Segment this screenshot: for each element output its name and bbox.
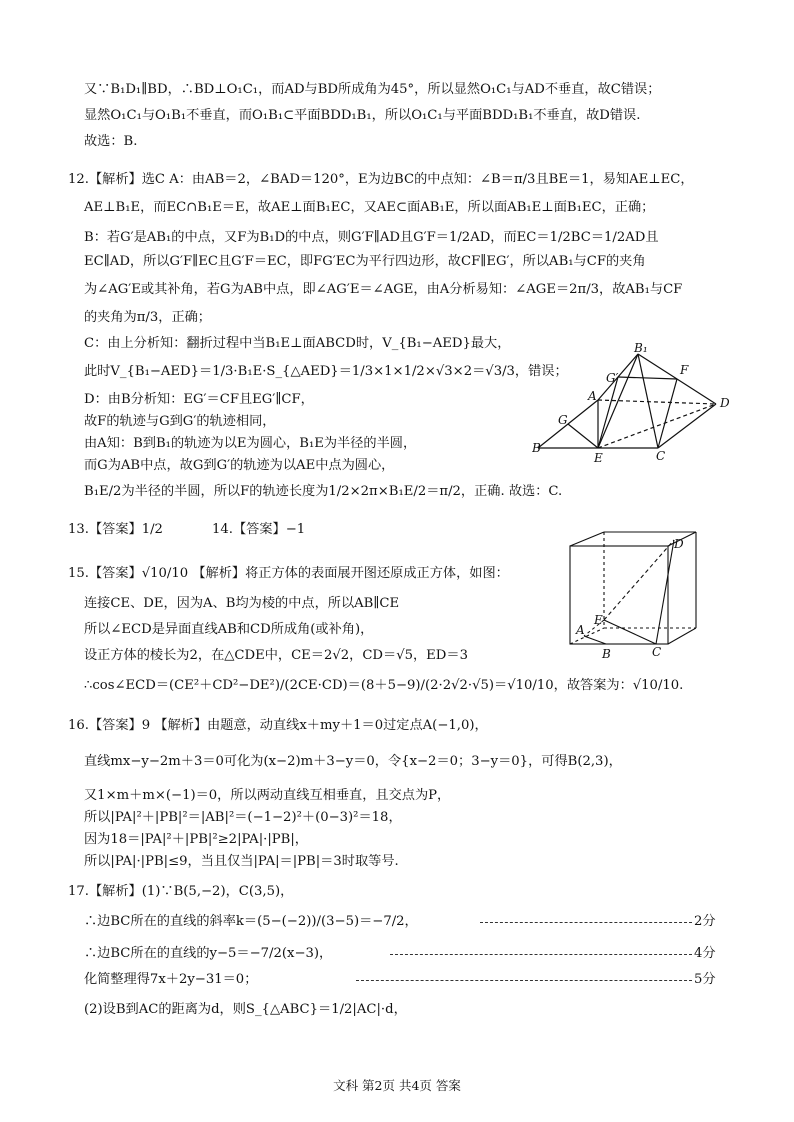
- q12-line: 为∠AG′E或其补角，若G为AB中点，即∠AG′E＝∠AGE，由A分析易知：∠AGE＝2π/3，故AB₁与CF: [84, 282, 683, 297]
- text-line: 显然O₁C₁与O₁B₁不垂直，而O₁B₁⊂平面BDD₁B₁，所以O₁C₁与平面BDD₁B₁不垂直，故D错误.: [84, 108, 641, 123]
- segment-ED: [604, 540, 674, 620]
- q12-line: D：由B分析知：EG′＝CF且EG′∥CF，: [84, 392, 314, 407]
- label-B1: B₁: [634, 342, 648, 355]
- score-mark: 5分: [694, 972, 716, 987]
- score-mark: 2分: [694, 914, 716, 929]
- edge-GE: [568, 424, 598, 448]
- q12-line: 而G为AB中点，故G到G′的轨迹为以AE中点为圆心，: [84, 458, 395, 473]
- q12-line: 的夹角为π/3，正确；: [84, 310, 211, 325]
- edge-B1E: [598, 354, 638, 448]
- q15-line: ∴cos∠ECD＝(CE²＋CD²−DE²)/(2CE·CD)＝(8＋5−9)/(2·2√2·√5)＝√10/10，故答案为：√10/10.: [84, 678, 684, 693]
- label-E: E: [594, 451, 603, 462]
- edge-AD-dashed: [598, 400, 716, 404]
- q16-line: 所以|PA|²＋|PB|²＝|AB|²＝(−1−2)²＋(0−3)²＝18，: [84, 810, 402, 825]
- q12-line: C：由上分析知：翻折过程中当B₁E⊥面ABCD时，V_{B₁−AED}最大，: [84, 336, 511, 351]
- score-leader: [390, 954, 692, 955]
- text-line: 故选：B.: [84, 134, 138, 149]
- cube-front-face: [570, 546, 668, 644]
- q16-line: 又1×m＋m×(−1)＝0，所以两动直线互相垂直，且交点为P，: [84, 788, 451, 803]
- q12-line: 由A知：B到B₁的轨迹为以E为圆心，B₁E为半径的半圆，: [84, 436, 417, 451]
- label-D: D: [720, 396, 730, 410]
- score-leader: [480, 922, 692, 923]
- q17-line: ∴边BC所在的直线的斜率k＝(5−(−2))/(3−5)＝−7/2，: [84, 914, 418, 929]
- label-D: D: [674, 537, 684, 551]
- score-mark: 4分: [694, 946, 716, 961]
- score-leader: [356, 980, 692, 981]
- q16-line: 直线mx−y−2m＋3＝0可化为(x−2)m＋3−y＝0，令{x−2＝0；3−y＝0}，可得B(2,3)，: [84, 754, 622, 769]
- cube-figure: [560, 528, 710, 668]
- q14-answer: 14.【答案】−1: [212, 522, 306, 537]
- label-B: B: [602, 647, 611, 661]
- folded-quadrilateral-figure: [532, 342, 752, 462]
- q17-line: ∴边BC所在的直线的y−5＝−7/2(x−3)，: [84, 946, 333, 961]
- q12-line: 故F的轨迹与G到G′的轨迹相同，: [84, 414, 276, 429]
- label-B: B: [532, 441, 541, 455]
- label-E: E: [594, 613, 603, 627]
- q12-line: 此时V_{B₁−AED}＝1/3·B₁E·S_{△AED}＝1/3×1×1/2×√3×2＝√3/3，错误；: [84, 364, 568, 379]
- q12-line: EC∥AD，所以G′F∥EC且G′F＝EC，即FG′EC为平行四边形，故CF∥EG′，所以AB₁与CF的夹角: [84, 254, 646, 269]
- q15-line: 设正方体的棱长为2，在△CDE中，CE＝2√2，CD＝√5，ED＝3: [84, 648, 468, 663]
- label-G-prime: G′: [606, 371, 619, 385]
- q17-line: 17.【解析】(1)∵B(5,−2)，C(3,5)，: [68, 884, 294, 899]
- segment-AB: [584, 636, 606, 644]
- text-line: 又∵B₁D₁∥BD，∴BD⊥O₁C₁，而AD与BD所成角为45°，所以显然O₁C₁与AD不垂直，故C错误；: [84, 82, 661, 97]
- label-A: A: [576, 623, 585, 637]
- q16-line: 因为18＝|PA|²＋|PB|²≥2|PA|·|PB|，: [84, 832, 308, 847]
- q17-line: (2)设B到AC的距离为d，则S_{△ABC}＝1/2|AC|·d，: [84, 1002, 407, 1017]
- label-C: C: [652, 645, 662, 659]
- label-F: F: [680, 363, 689, 377]
- edge-CD: [658, 404, 716, 448]
- q12-line: B₁E/2为半径的半圆，所以F的轨迹长度为1/2×2π×B₁E/2＝π/2，正确. 故选：C.: [84, 484, 563, 499]
- segment-EC: [604, 620, 656, 644]
- edge-FC: [658, 379, 677, 448]
- q12-line: AE⊥B₁E，而EC∩B₁E＝E，故AE⊥面B₁EC，又AE⊂面AB₁E，所以面AB₁E⊥面B₁EC，正确；: [84, 200, 655, 215]
- page-footer: 文科 第2页 共4页 答案: [333, 1078, 461, 1093]
- label-C: C: [656, 449, 666, 462]
- label-G: G: [558, 413, 568, 427]
- q16-line: 16.【答案】9 【解析】由题意，动直线x＋my＋1＝0过定点A(−1,0)，: [68, 718, 488, 733]
- q15-line: 连接CE、DE，因为A、B均为棱的中点，所以AB∥CE: [84, 596, 400, 611]
- q15-line: 15.【答案】√10/10 【解析】将正方体的表面展开图还原成正方体，如图：: [68, 566, 509, 581]
- q12-line: B：若G′是AB₁的中点，又F为B₁D的中点，则G′F∥AD且G′F＝1/2AD，而EC＝1/2BC＝1/2AD且: [84, 230, 659, 245]
- q13-answer: 13.【答案】1/2: [68, 522, 163, 537]
- q15-line: 所以∠ECD是异面直线AB和CD所成角(或补角)，: [84, 622, 374, 637]
- label-A: A: [588, 389, 597, 403]
- q17-line: 化简整理得7x＋2y−31＝0；: [84, 972, 258, 987]
- q16-line: 所以|PA|·|PB|≤9，当且仅当|PA|＝|PB|＝3时取等号.: [84, 854, 399, 869]
- q12-line: 12.【解析】选C A：由AB＝2，∠BAD＝120°，E为边BC的中点知：∠B＝π/3且BE＝1，易知AE⊥EC，: [68, 172, 694, 187]
